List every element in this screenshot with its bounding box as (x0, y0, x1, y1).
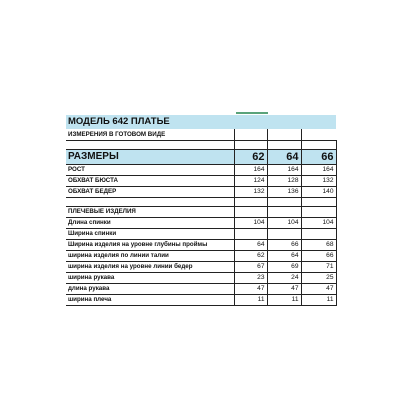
cell-value: 104 (234, 218, 267, 229)
size-table (66, 115, 337, 306)
model-title: МОДЕЛЬ 642 ПЛАТЬЕ (66, 115, 336, 129)
cell-value: 64 (234, 240, 267, 251)
spacer-row (66, 141, 336, 150)
row-label: ширина изделия на уровне линии бедер (66, 262, 234, 273)
spacer-row (66, 198, 336, 207)
cell-value (301, 229, 336, 240)
cell-value: 136 (267, 187, 301, 198)
sizes-label: РАЗМЕРЫ (66, 150, 234, 165)
measurements-subtitle: ИЗМЕРЕНИЯ В ГОТОВОМ ВИДЕ (66, 129, 234, 141)
cell-value: 132 (301, 176, 336, 187)
cell-value: 164 (301, 165, 336, 176)
cell-value (234, 229, 267, 240)
cell-value: 132 (234, 187, 267, 198)
row-label: ширина изделия по линии талии (66, 251, 234, 262)
cell-value: 71 (301, 262, 336, 273)
sizes-header-row (66, 150, 336, 165)
table-row (66, 218, 336, 229)
cell-value: 69 (267, 262, 301, 273)
row-label: Длина спинки (66, 218, 234, 229)
table-row (66, 262, 336, 273)
row-label: Ширина изделия на уровне глубины проймы (66, 240, 234, 251)
cell-value: 67 (234, 262, 267, 273)
table-row (66, 240, 336, 251)
cell-value: 24 (267, 273, 301, 284)
table-row (66, 187, 336, 198)
cell-value: 68 (301, 240, 336, 251)
cell-value: 64 (267, 251, 301, 262)
table-row (66, 273, 336, 284)
row-label: ОБХВАТ БЮСТА (66, 176, 234, 187)
cell-value: 140 (301, 187, 336, 198)
row-label: ширина плеча (66, 295, 234, 306)
cell-value: 11 (267, 295, 301, 306)
row-label: Ширина спинки (66, 229, 234, 240)
size-header: 66 (301, 150, 336, 165)
cell-selection-marker (236, 112, 268, 114)
cell-value: 25 (301, 273, 336, 284)
cell-value: 47 (234, 284, 267, 295)
subtitle-row (66, 129, 336, 141)
table-row (66, 284, 336, 295)
table-row (66, 295, 336, 306)
cell-value: 164 (234, 165, 267, 176)
table-row (66, 176, 336, 187)
cell-value: 104 (301, 218, 336, 229)
section-row (66, 207, 336, 218)
cell-value: 164 (267, 165, 301, 176)
row-label: ширина рукава (66, 273, 234, 284)
cell-value: 124 (234, 176, 267, 187)
cell-value: 66 (301, 251, 336, 262)
title-row (66, 115, 336, 129)
size-chart-sheet (66, 115, 336, 303)
row-label: РОСТ (66, 165, 234, 176)
table-row (66, 251, 336, 262)
cell-value: 23 (234, 273, 267, 284)
cell-value: 11 (301, 295, 336, 306)
size-header: 64 (267, 150, 301, 165)
section-label: ПЛЕЧЕВЫЕ ИЗДЕЛИЯ (66, 207, 234, 218)
cell-value: 128 (267, 176, 301, 187)
row-label: длина рукава (66, 284, 234, 295)
cell-value: 66 (267, 240, 301, 251)
row-label: ОБХВАТ БЕДЕР (66, 187, 234, 198)
cell-value (267, 229, 301, 240)
table-row (66, 229, 336, 240)
cell-value: 62 (234, 251, 267, 262)
cell-value: 47 (301, 284, 336, 295)
cell-value: 104 (267, 218, 301, 229)
cell-value: 47 (267, 284, 301, 295)
table-row (66, 165, 336, 176)
cell-value: 11 (234, 295, 267, 306)
size-header: 62 (234, 150, 267, 165)
